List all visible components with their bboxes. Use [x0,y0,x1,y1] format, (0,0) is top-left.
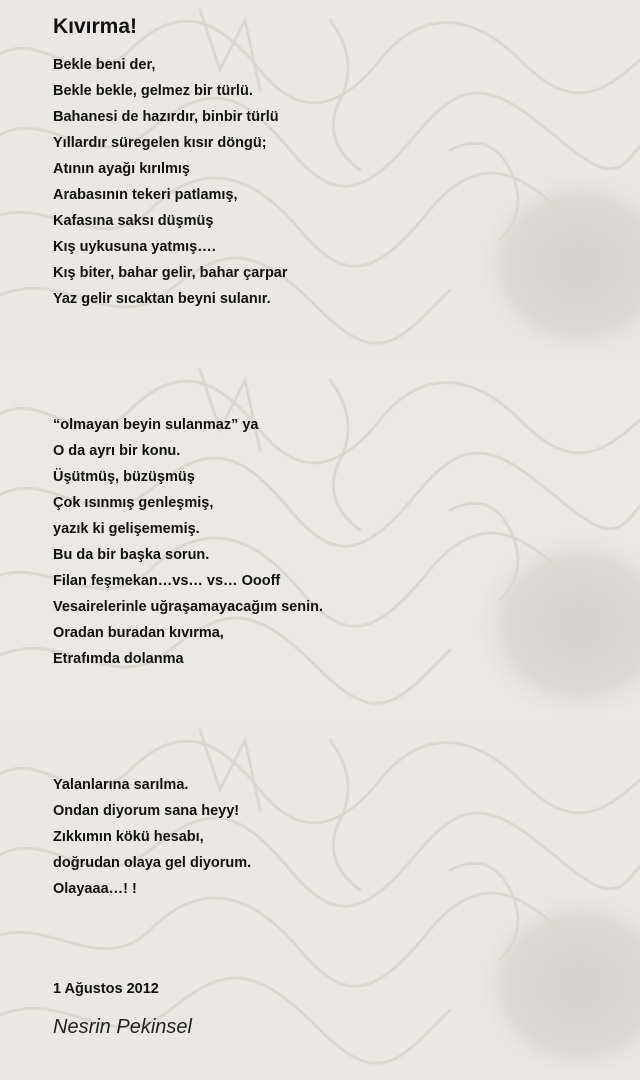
poem-line: Bahanesi de hazırdır, binbir türlü [53,109,279,125]
poem-line: Olayaaa…! ! [53,881,137,897]
poem-title: Kıvırma! [53,15,138,38]
poem-line: “olmayan beyin sulanmaz” ya [53,417,259,433]
poem-line: Vesairelerinle uğraşamayacağım senin. [53,599,324,615]
poem-date: 1 Ağustos 2012 [53,981,159,997]
poem-line: O da ayrı bir konu. [53,443,181,459]
poem-line: Yıllardır süregelen kısır döngü; [53,135,267,151]
poem-line: Üşütmüş, büzüşmüş [53,469,195,485]
poem-line: Bu da bir başka sorun. [53,547,210,563]
poem-author: Nesrin Pekinsel [53,1016,192,1038]
poem-line: Yaz gelir sıcaktan beyni sulanır. [53,291,271,307]
poem-line: yazık ki gelişememiş. [53,521,200,537]
poem-line: Etrafımda dolanma [53,651,184,667]
poem-line: Bekle bekle, gelmez bir türlü. [53,83,253,99]
poem-line: Zıkkımın kökü hesabı, [53,829,204,845]
poem-line: Oradan buradan kıvırma, [53,625,224,641]
stanza-1 [53,52,613,312]
stanza-2 [53,412,613,672]
poem-line: Kış uykusuna yatmış…. [53,239,216,255]
poem-line: Atının ayağı kırılmış [53,161,190,177]
poem-line: Yalanlarına sarılma. [53,777,189,793]
poem-line: Kış biter, bahar gelir, bahar çarpar [53,265,288,281]
poem-line: Ondan diyorum sana heyy! [53,803,240,819]
poem-line: Filan feşmekan…vs… vs… Oooff [53,573,281,589]
stanza-3 [53,772,613,902]
poem-line: doğrudan olaya gel diyorum. [53,855,252,871]
poem-line: Çok ısınmış genleşmiş, [53,495,214,511]
poem-line: Kafasına saksı düşmüş [53,213,214,229]
poem-line: Bekle beni der, [53,57,156,73]
poem-line: Arabasının tekeri patlamış, [53,187,238,203]
